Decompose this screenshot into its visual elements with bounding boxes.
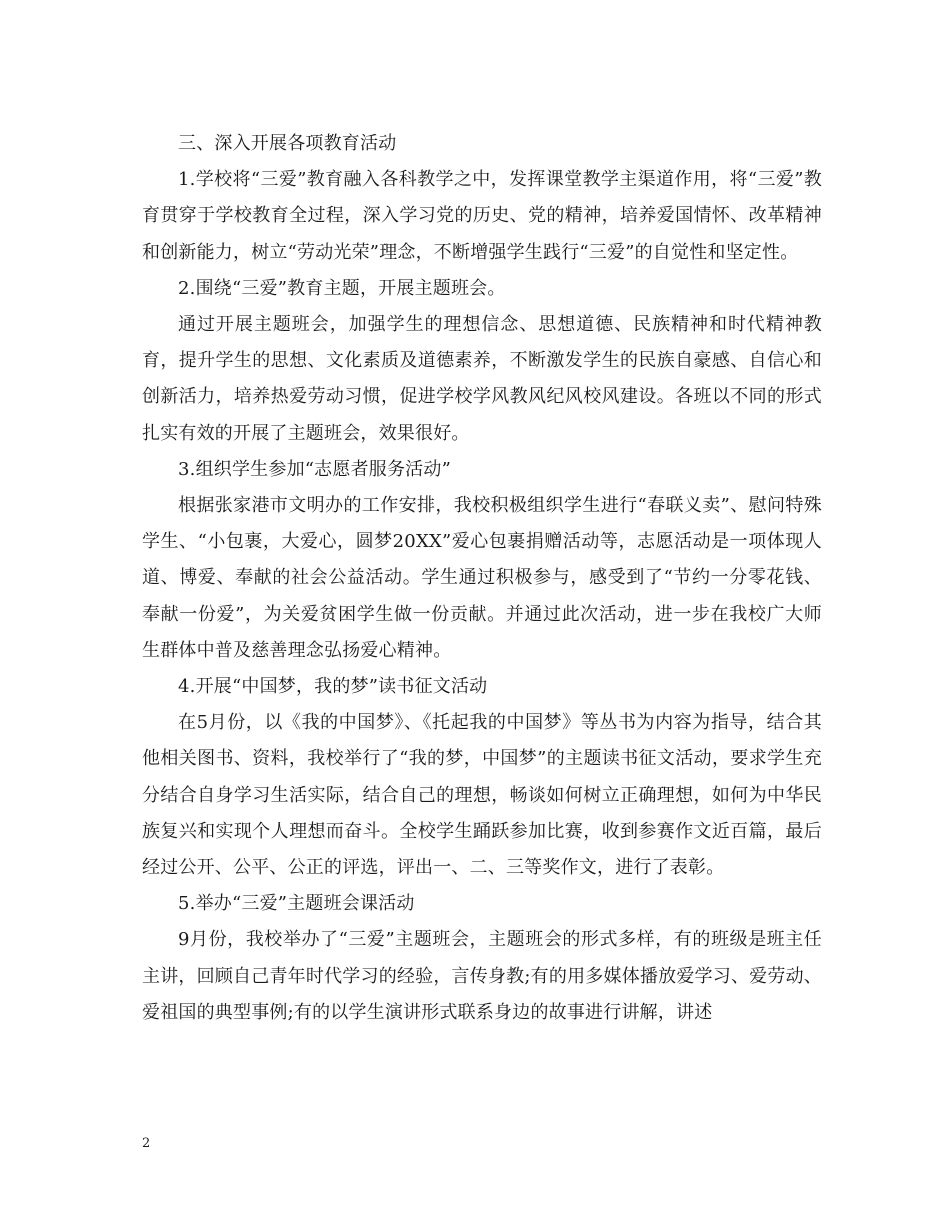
section-heading: 三、深入开展各项教育活动	[178, 133, 397, 154]
page-number: 2	[142, 1136, 151, 1151]
item-5-paragraph: 9月份，我校举办了“三爱”主题班会，主题班会的形式多样，有的班级是班主任主讲，回顾自己青年时代学习的经验，言传身教;有的用多媒体播放爱学习、爱劳动、爱祖国的典型事例;有的以学生演讲形式联系身边的故事进行讲解，讲述	[142, 929, 822, 1023]
item-3-heading: 3.组织学生参加“志愿者服务活动”	[178, 458, 451, 480]
item-2-heading: 2.围绕“三爱”教育主题，开展主题班会。	[178, 277, 506, 299]
item-1-paragraph: 1.学校将“三爱”教育融入各科教学之中，发挥课堂教学主渠道作用，将“三爱”教育贯穿于学校教育全过程，深入学习党的历史、党的精神，培养爱国情怀、改革精神和创新能力，树立“劳动光荣”理念，不断增强学生践行“三爱”的自觉性和坚定性。	[142, 169, 822, 263]
item-3-paragraph: 根据张家港市文明办的工作安排，我校积极组织学生进行“春联义卖”、慰问特殊学生、“小包裹，大爱心，圆梦20XX”爱心包裹捐赠活动等，志愿活动是一项体现人道、博爱、奉献的社会公益活动。学生通过积极参与，感受到了“节约一分零花钱、奉献一份爱”，为关爱贫困学生做一份贡献。并通过此次活动，进一步在我校广大师生群体中普及慈善理念弘扬爱心精神。	[142, 495, 822, 661]
item-4-heading: 4.开展“中国梦，我的梦”读书征文活动	[178, 676, 488, 698]
item-4-paragraph: 在5月份，以《我的中国梦》、《托起我的中国梦》等丛书为内容为指导，结合其他相关图书、资料，我校举行了“我的梦，中国梦”的主题读书征文活动，要求学生充分结合自身学习生活实际，结合自己的理想，畅谈如何树立正确理想，如何为中华民族复兴和实现个人理想而奋斗。全校学生踊跃参加比赛，收到参赛作文近百篇，最后经过公开、公平、公正的评选，评出一、二、三等奖作文，进行了表彰。	[142, 712, 822, 879]
document-body	[142, 126, 822, 1031]
item-5-heading: 5.举办“三爱”主题班会课活动	[178, 893, 415, 915]
item-2-paragraph: 通过开展主题班会，加强学生的理想信念、思想道德、民族精神和时代精神教育，提升学生的思想、文化素质及道德素养，不断激发学生的民族自豪感、自信心和创新活力，培养热爱劳动习惯，促进学校学风教风纪风校风建设。各班以不同的形式扎实有效的开展了主题班会，效果很好。	[142, 314, 822, 444]
